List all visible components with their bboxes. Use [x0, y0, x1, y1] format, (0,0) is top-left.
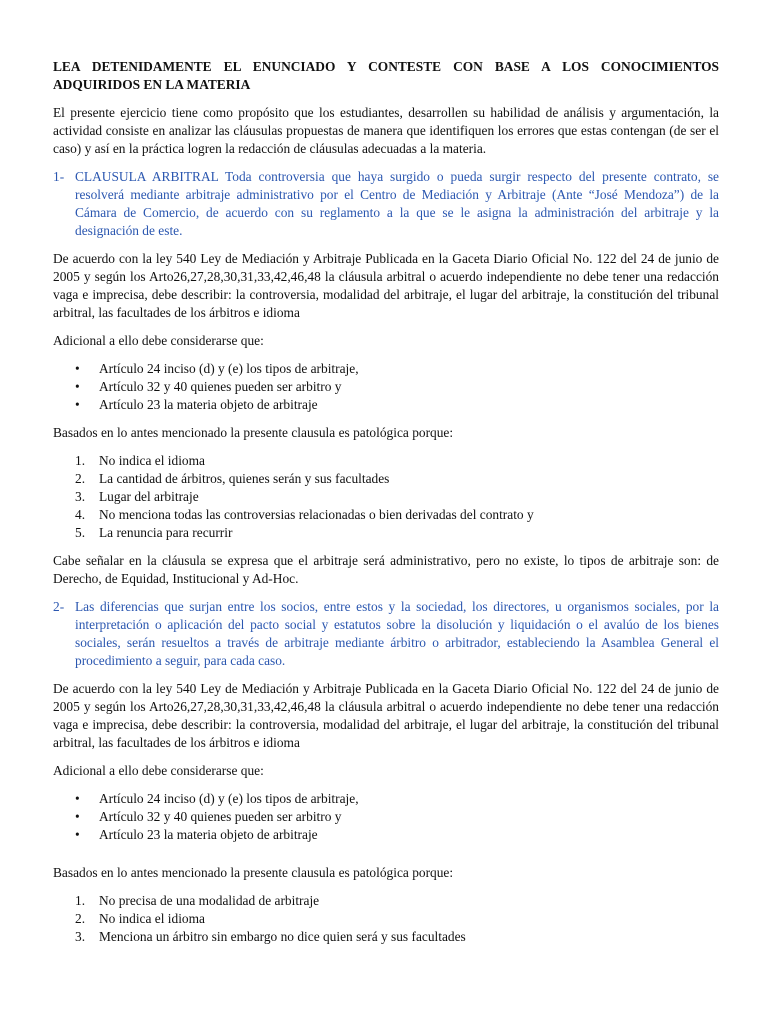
clause-1-text: CLAUSULA ARBITRAL Toda controversia que haya surgido o pueda surgir respecto del presente contrato, se resolverá mediante arbitraje administrativo por el Centro de Mediación y Arbitraje (Ante “José Mendoza”) de la Cámara de Comercio, de acuerdo con su reglamento a la que se le asigna la administración del arbitraje y la designación de este.	[75, 169, 719, 238]
bullet-icon: •	[75, 791, 80, 806]
page-heading: LEA DETENIDAMENTE EL ENUNCIADO Y CONTESTE CON BASE A LOS CONOCIMIENTOS ADQUIRIDOS EN LA MATERIA	[53, 59, 719, 92]
bullet-icon: •	[75, 361, 80, 376]
bullet-icon: •	[75, 827, 80, 842]
list-item: 2. La cantidad de árbitros, quienes serán y sus facultades	[75, 471, 390, 486]
based-statement-1: Basados en lo antes mencionado la presente clausula es patológica porque:	[53, 425, 454, 440]
bullet-list-2	[53, 790, 719, 844]
list-item: 3. Menciona un árbitro sin embargo no dice quien será y sus facultades	[75, 929, 466, 944]
list-item: • Artículo 32 y 40 quienes pueden ser arbitro y	[53, 808, 719, 826]
based-statement-2: Basados en lo antes mencionado la presente clausula es patológica porque:	[53, 865, 454, 880]
bullet-icon: •	[75, 397, 80, 412]
reasons-list-2	[53, 892, 719, 946]
clause-2	[53, 598, 719, 670]
list-item: • Artículo 32 y 40 quienes pueden ser arbitro y	[53, 378, 719, 396]
clause-2-number: 2-	[53, 599, 65, 614]
intro-paragraph: El presente ejercicio tiene como propósito que los estudiantes, desarrollen su habilidad de análisis y argumentación, la actividad consiste en analizar las cláusulas propuestas de manera que identifiquen los errores que estas contengan (de ser el caso) y así en la práctica logren la redacción de cláusulas adecuadas a la materia.	[53, 105, 719, 156]
list-item: • Artículo 24 inciso (d) y (e) los tipos de arbitraje,	[53, 360, 719, 378]
additional-note-2: Adicional a ello debe considerarse que:	[53, 763, 264, 778]
additional-note-1: Adicional a ello debe considerarse que:	[53, 333, 264, 348]
list-item: 3. Lugar del arbitraje	[75, 489, 199, 504]
list-item: 5. La renuncia para recurrir	[75, 525, 233, 540]
bullet-icon: •	[75, 379, 80, 394]
list-item: 4. No menciona todas las controversias relacionadas o bien derivadas del contrato y	[75, 507, 534, 522]
clause-1-number: 1-	[53, 169, 65, 184]
clause-1	[53, 168, 719, 240]
note-paragraph-1: Cabe señalar en la cláusula se expresa que el arbitraje será administrativo, pero no existe, lo tipos de arbitraje son: de Derecho, de Equidad, Institucional y Ad-Hoc.	[53, 553, 719, 586]
law-paragraph-2: De acuerdo con la ley 540 Ley de Mediación y Arbitraje Publicada en la Gaceta Diario Oficial No. 122 del 24 de junio de 2005 y según los Arto26,27,28,30,31,33,42,46,48 la cláusula arbitral o acuerdo independiente no debe tener una redacción vaga e imprecisa, debe describir: la controversia, modalidad del arbitraje, el lugar del arbitraje, la constitución del tribunal arbitral, las facultades de los árbitros e idioma	[53, 681, 719, 750]
list-item: 1. No indica el idioma	[75, 453, 205, 468]
list-item: 2. No indica el idioma	[75, 911, 205, 926]
law-paragraph-1: De acuerdo con la ley 540 Ley de Mediación y Arbitraje Publicada en la Gaceta Diario Oficial No. 122 del 24 de junio de 2005 y según los Arto26,27,28,30,31,33,42,46,48 la cláusula arbitral o acuerdo independiente no debe tener una redacción vaga e imprecisa, debe describir: la controversia, modalidad del arbitraje, el lugar del arbitraje, la constitución del tribunal arbitral, las facultades de los árbitros e idioma	[53, 251, 719, 320]
reasons-list-1	[53, 452, 719, 542]
bullet-list-1	[53, 360, 719, 414]
bullet-icon: •	[75, 809, 80, 824]
spacer	[53, 854, 719, 864]
list-item: 1. No precisa de una modalidad de arbitraje	[75, 893, 320, 908]
list-item: • Artículo 23 la materia objeto de arbitraje	[53, 396, 719, 414]
list-item: • Artículo 23 la materia objeto de arbitraje	[53, 826, 719, 844]
list-item: • Artículo 24 inciso (d) y (e) los tipos de arbitraje,	[53, 790, 719, 808]
clause-2-text: Las diferencias que surjan entre los socios, entre estos y la sociedad, los directores, u organismos sociales, por la interpretación o aplicación del pacto social y estatutos sobre la disolución y liquidación o el avalúo de los bienes sociales, serán resueltos a través de arbitraje mediante árbitro o arbitrador, estableciendo la Asamblea General el procedimiento a seguir, para cada caso.	[75, 599, 719, 668]
